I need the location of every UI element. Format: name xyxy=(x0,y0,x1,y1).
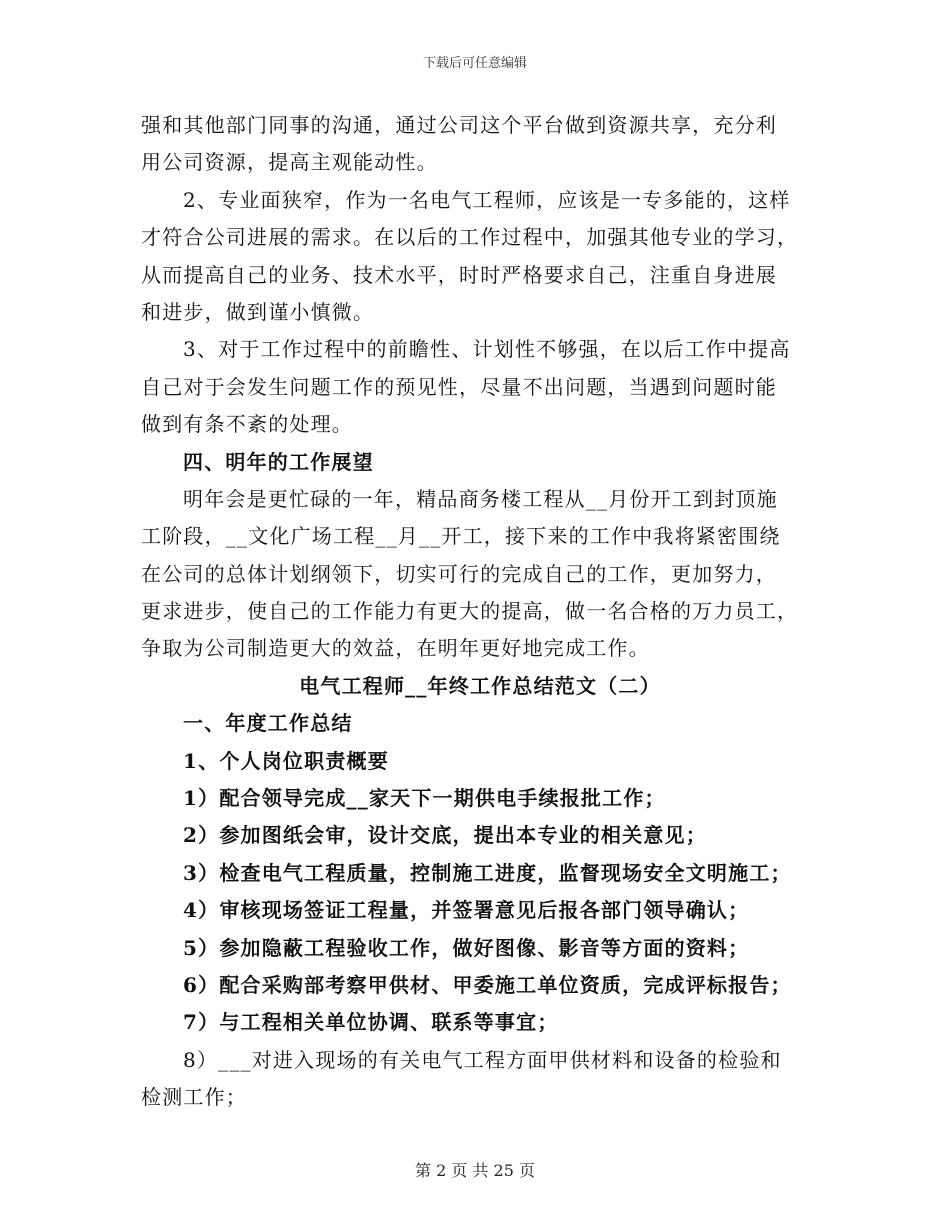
paragraph-line: 做到有条不紊的处理。 xyxy=(141,412,353,437)
paragraph-line: 明年会是更忙碌的一年，精品商务楼工程从__月份开工到封顶施 xyxy=(183,486,778,511)
list-item: 6）配合采购部考察甲供材、甲委施工单位资质，完成评标报告； xyxy=(183,972,792,997)
page-header: 下载后可任意编辑 xyxy=(422,56,527,71)
paragraph-line: 从而提高自己的业务、技术水平，时时严格要求自己，注重自身进展 xyxy=(141,262,777,287)
section-heading: 四、明年的工作展望 xyxy=(183,449,374,474)
paragraph-line: 在公司的总体计划纲领下，切实可行的完成自己的工作，更加努力， xyxy=(141,561,777,586)
list-item: 1）配合领导完成__家天下一期供电手续报批工作； xyxy=(183,786,666,811)
list-item: 8）___对进入现场的有关电气工程方面甲供材料和设备的检验和 xyxy=(183,1047,782,1072)
list-item: 5）参加隐蔽工程验收工作，做好图像、影音等方面的资料； xyxy=(183,935,750,960)
paragraph-line: 和进步，做到谨小慎微。 xyxy=(141,299,375,324)
paragraph-line: 才符合公司进展的需求。在以后的工作过程中，加强其他专业的学习， xyxy=(141,225,799,250)
paragraph-line: 用公司资源，提高主观能动性。 xyxy=(141,150,438,175)
paragraph-line: 争取为公司制造更大的效益，在明年更好地完成工作。 xyxy=(141,636,650,661)
document-body xyxy=(141,107,811,1117)
page-footer: 第 2 页 共 25 页 xyxy=(415,1161,535,1180)
list-item: 7）与工程相关单位协调、联系等事宜； xyxy=(183,1010,559,1035)
paragraph-line: 自己对于会发生问题工作的预见性，尽量不出问题，当遇到问题时能 xyxy=(141,374,777,399)
section-heading: 一、年度工作总结 xyxy=(183,711,353,736)
list-item: 4）审核现场签证工程量，并签署意见后报各部门领导确认； xyxy=(183,898,750,923)
paragraph-line: 强和其他部门同事的沟通，通过公司这个平台做到资源共享，充分利 xyxy=(141,113,777,137)
paragraph-line: 工阶段，__文化广场工程__月__开工，接下来的工作中我将紧密围绕 xyxy=(141,524,781,549)
list-item: 3）检查电气工程质量，控制施工进度，监督现场安全文明施工； xyxy=(183,860,792,885)
paragraph-line: 检测工作； xyxy=(141,1085,247,1110)
paragraph-line: 更求进步，使自己的工作能力有更大的提高，做一名合格的万力员工， xyxy=(141,599,799,624)
subsection-heading: 1、个人岗位职责概要 xyxy=(183,748,389,773)
document-title: 电气工程师__年终工作总结范文（二） xyxy=(299,673,661,698)
list-item: 2）参加图纸会审，设计交底，提出本专业的相关意见； xyxy=(183,823,707,848)
paragraph-line: 3、对于工作过程中的前瞻性、计划性不够强，在以后工作中提高 xyxy=(183,337,791,362)
paragraph-line: 2、专业面狭窄，作为一名电气工程师，应该是一专多能的，这样 xyxy=(183,187,791,212)
